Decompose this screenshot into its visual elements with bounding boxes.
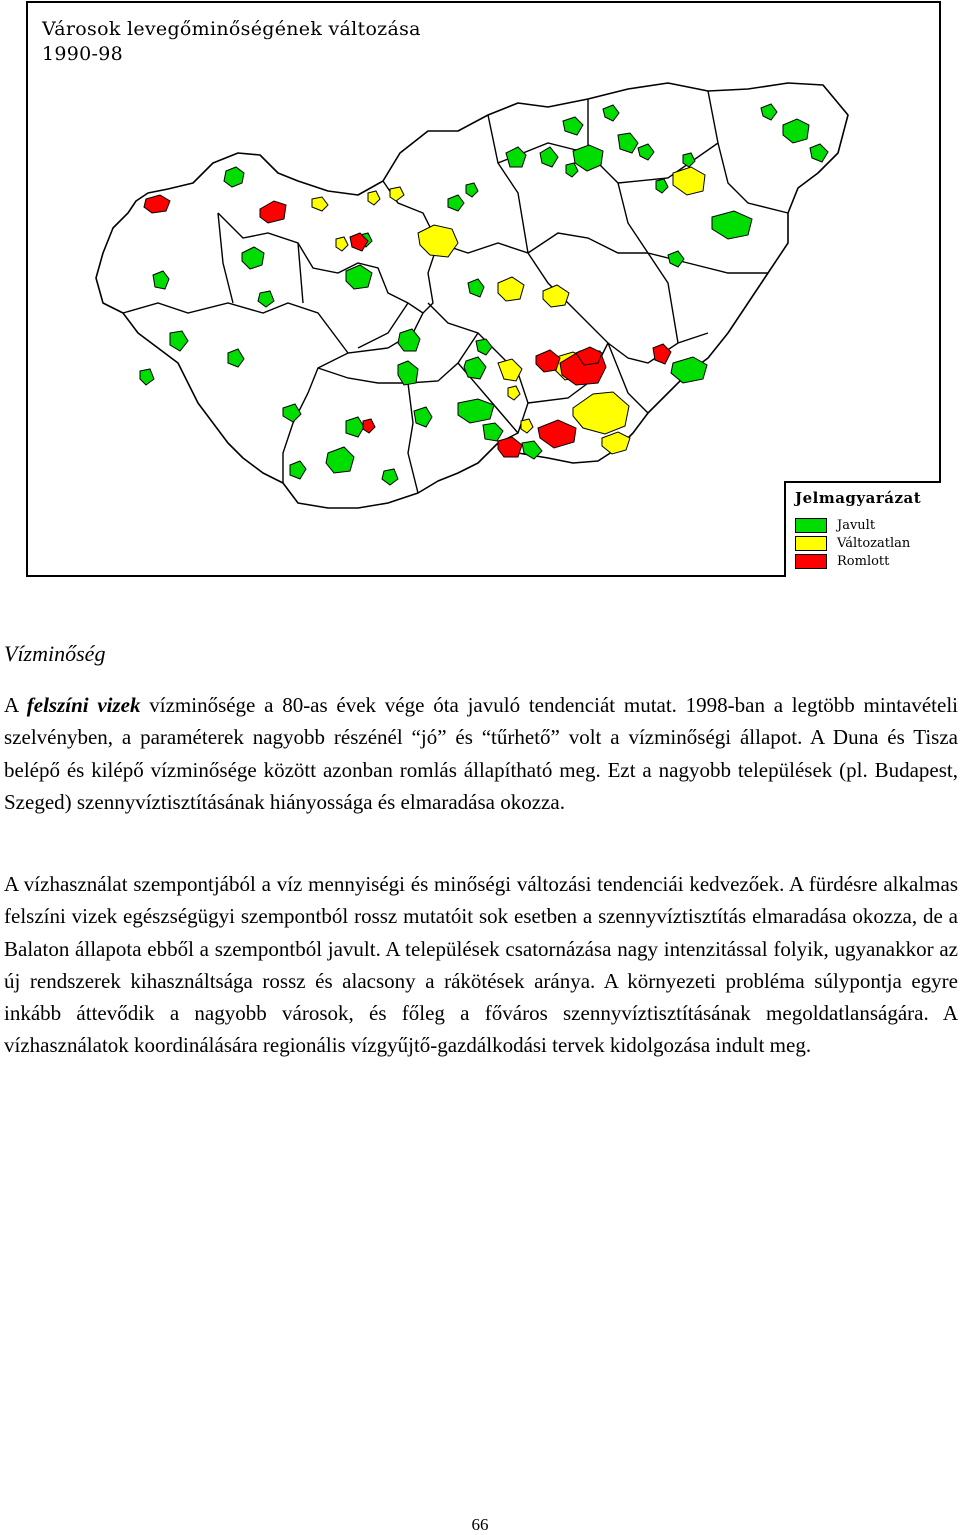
country-outline bbox=[96, 83, 848, 508]
paragraph-surface-water bbox=[4, 689, 958, 818]
legend-label: Változatlan bbox=[837, 536, 911, 551]
legend-item-unchanged bbox=[795, 535, 935, 552]
county-borders bbox=[96, 83, 848, 508]
legend-title: Jelmagyarázat bbox=[795, 489, 922, 507]
legend-item-worsened bbox=[795, 553, 935, 570]
emphasis-surface-waters: felszíni vizek bbox=[26, 693, 141, 717]
page-number: 66 bbox=[471, 1515, 489, 1534]
map-title-line1: Városok levegőminőségének változása bbox=[42, 18, 421, 40]
legend-label: Romlott bbox=[837, 554, 890, 569]
map-title-line2: 1990-98 bbox=[42, 43, 124, 65]
section-heading: Vízminőség bbox=[4, 641, 106, 666]
legend-swatch-yellow bbox=[795, 536, 827, 551]
paragraph-text: A bbox=[4, 693, 27, 717]
legend-swatch-red bbox=[795, 554, 827, 569]
town-marker bbox=[140, 369, 154, 385]
air-quality-map bbox=[26, 1, 941, 577]
paragraph-text: vízminősége a 80-as évek vége óta javuló tendenciát mutat. 1998-ban a legtöbb mintavételi szelvényben, a paraméterek nagyobb részénél “jó” és “tűrhető” volt a vízminőségi állapot. A Duna és Tisza belépő és kilépő vízminősége között azonban romlás állapítható meg. Ezt a nagyobb települések (pl. Budapest, Szeged) szennyvíztisztításának hiányossága és elmaradása okozza. bbox=[4, 693, 958, 814]
legend-swatch-green bbox=[795, 518, 827, 533]
paragraph-water-use: A vízhasználat szempontjából a víz mennyiségi és minőségi változási tendenciái kedvezőek. A fürdésre alkalmas felszíni vizek egészségügyi szempontból rossz mutatóit sok esetben a szennyvíztisztítás elmaradása okozza, de a Balaton állapota ebből a szempontból javult. A települések csatornázása nagy intenzitással folyik, ugyanakkor az új rendszerek kihasználtsága rossz és alacsony a rákötések aránya. A környezeti probléma súlypontja egyre inkább áttevődik a nagyobb városok, és főleg a főváros szennyvíztisztításának megoldatlanságára. A vízhasználatok koordinálására regionális vízgyűjtő-gazdálkodási tervek kidolgozása indult meg. bbox=[4, 872, 958, 1058]
map-legend bbox=[784, 481, 941, 577]
legend-item-improved bbox=[795, 517, 935, 534]
legend-label: Javult bbox=[837, 518, 876, 533]
